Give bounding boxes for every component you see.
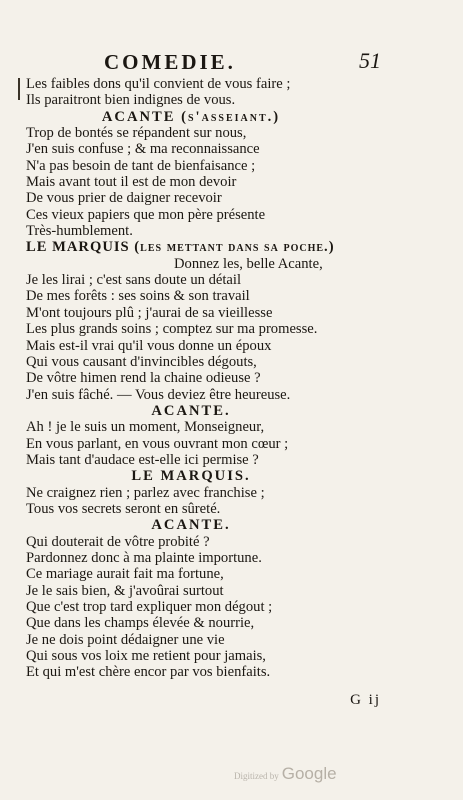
verse-line: Trop de bontés se répandent sur nous,: [26, 125, 247, 142]
verse-line: De vous prier de daigner recevoir: [26, 190, 222, 207]
verse-line: Mais est-il vrai qu'il vous donne un époux: [26, 337, 272, 354]
verse-line: Je les lirai ; c'est sans doute un détail: [26, 272, 241, 289]
verse-line: Que dans les champs élevée & nourrie,: [26, 615, 255, 632]
page-number: 51: [359, 48, 381, 73]
verse-line: Que c'est trop tard expliquer mon dégout ;: [26, 599, 273, 615]
verse-line: Tous vos secrets seront en sûreté.: [26, 500, 221, 517]
digitization-watermark: [234, 764, 337, 784]
verse-line: Les faibles dons qu'il convient de vous faire ;: [26, 76, 291, 92]
verse-line: Mais tant d'audace est-elle ici permise ?: [26, 451, 259, 468]
verse-line: Ah ! je le suis un moment, Monseigneur,: [26, 419, 265, 436]
verse-line: Ne craignez rien ; parlez avec franchise ;: [26, 484, 265, 501]
verse-line: M'ont toujours plû ; j'aurai de sa vieillesse: [26, 304, 273, 321]
speaker-heading: LE MARQUIS.: [131, 468, 251, 485]
verse-line: De vôtre himen rend la chaine odieuse ?: [26, 370, 261, 387]
verse-line: Très-humblement.: [26, 223, 133, 240]
verse-line: N'a pas besoin de tant de bienfaisance ;: [26, 157, 256, 174]
verse-line: Je le sais bien, & j'avoûrai surtout: [26, 582, 224, 599]
verse-line: Pardonnez donc à ma plainte importune.: [26, 549, 262, 566]
verse-line: Qui douterait de vôtre probité ?: [26, 533, 210, 550]
verse-line: Donnez les, belle Acante,: [174, 255, 323, 272]
verse-line: Je ne dois point dédaigner une vie: [26, 631, 225, 648]
verse-line: Qui vous causant d'invincibles dégouts,: [26, 353, 257, 370]
verse-line: De mes forêts : ses soins & son travail: [26, 288, 250, 305]
margin-mark: [18, 78, 20, 100]
verse-line: En vous parlant, en vous ouvrant mon cœur ;: [26, 435, 289, 452]
speaker-heading: LE MARQUIS (les mettant dans sa poche.): [26, 239, 335, 256]
watermark-prefix: Digitized by: [234, 771, 279, 781]
verse-line: Les plus grands soins ; comptez sur ma promesse.: [26, 321, 318, 338]
verse-line: Mais avant tout il est de mon devoir: [26, 174, 237, 191]
verse-line: Ce mariage aurait fait ma fortune,: [26, 566, 224, 583]
verse-line: J'en suis confuse ; & ma reconnaissance: [26, 141, 260, 158]
verse-text: [26, 76, 356, 681]
verse-line: Et qui m'est chère encor par vos bienfaits.: [26, 664, 271, 681]
speaker-heading: ACANTE.: [151, 517, 231, 534]
running-title: COMEDIE.: [104, 50, 236, 74]
verse-line: Ils paraitront bien indignes de vous.: [26, 92, 236, 109]
verse-line: Qui sous vos loix me retient pour jamais,: [26, 648, 266, 665]
verse-line: J'en suis fâché. — Vous deviez être heureuse.: [26, 386, 291, 403]
signature-mark: G ij: [350, 692, 381, 708]
page-header: [0, 50, 463, 76]
watermark-brand: Google: [281, 764, 337, 783]
speaker-heading: ACANTE (s'asseiant.): [101, 108, 281, 125]
verse-line: Ces vieux papiers que mon père présente: [26, 206, 266, 223]
speaker-heading: ACANTE.: [151, 402, 231, 419]
